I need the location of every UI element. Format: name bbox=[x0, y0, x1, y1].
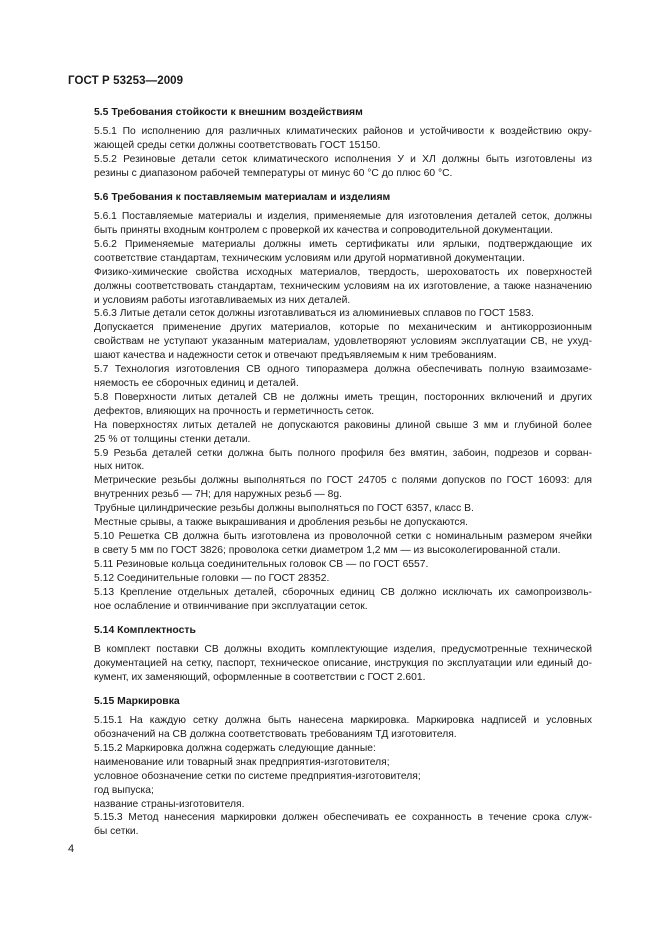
paragraph-5-6-2 bbox=[94, 238, 592, 266]
paragraph-5-15-1 bbox=[94, 714, 592, 742]
paragraph-5-5-1 bbox=[94, 125, 592, 153]
text-line: 5.5.2 Резиновые детали сеток климатического исполнения У и ХЛ должны быть изготовлены из bbox=[94, 153, 592, 165]
section-heading-5-15: 5.15 Маркировка bbox=[94, 696, 180, 708]
section-heading-5-6: 5.6 Требования к поставляемым материалам и изделиям bbox=[94, 192, 391, 204]
list-item: наименование или товарный знак предприятия-изготовителя; bbox=[94, 756, 390, 768]
paragraph-pipe-threads bbox=[94, 502, 592, 516]
text-line: 5.10 Решетка СВ должна быть изготовлена из проволочной сетки с номинальным размером ячейки bbox=[94, 530, 592, 542]
text-line: 5.7 Технология изготовления СВ одного типоразмера должна обеспечивать полную взаимозаме- bbox=[94, 364, 592, 376]
paragraph-properties bbox=[94, 266, 592, 308]
text-line: ных ниток. bbox=[94, 461, 145, 473]
text-line: жающей среды сетки должны соответствовать ГОСТ 15150. bbox=[94, 139, 381, 151]
list-item: название страны-изготовителя. bbox=[94, 798, 245, 810]
text-line: обозначений на СВ должна соответствовать требованиям ТД изготовителя. bbox=[94, 729, 457, 741]
text-line: резины с диапазоном рабочей температуры от минус 60 °С до плюс 60 °С. bbox=[94, 167, 453, 179]
text-line: 5.6.3 Литые детали сеток должны изготавливаться из алюминиевых сплавов по ГОСТ 1583. bbox=[94, 308, 534, 320]
text-line: На поверхностях литых деталей не допускаются раковины длиной свыше 3 мм и глубиной более bbox=[94, 419, 592, 431]
text-line: 5.6.1 Поставляемые материалы и изделия, применяемые для изготовления деталей сеток, должны bbox=[94, 211, 592, 223]
text-line: бы сетки. bbox=[94, 826, 139, 838]
list-item: год выпуска; bbox=[94, 784, 154, 796]
marking-list bbox=[94, 756, 592, 812]
paragraph-alt-materials bbox=[94, 321, 592, 363]
paragraph-5-7 bbox=[94, 363, 592, 391]
text-line: 5.5.1 По исполнению для различных климатических районов и устойчивости к воздействию окру- bbox=[94, 126, 592, 137]
list-item: условное обозначение сетки по системе предприятия-изготовителя; bbox=[94, 770, 421, 782]
paragraph-cavities bbox=[94, 419, 592, 447]
text-line: свойствам не уступают указанным материалам, удовлетворяют условиям эксплуатации СВ, не ухуд- bbox=[94, 336, 592, 348]
paragraph-5-13 bbox=[94, 586, 592, 614]
text-line: няемость ее сборочных единиц и деталей. bbox=[94, 378, 299, 389]
text-line: внутренних резьб — 7Н; для наружных резьб — 8g. bbox=[94, 489, 342, 501]
text-line: 5.8 Поверхности литых деталей СВ не должны иметь трещин, посторонних включений и других bbox=[94, 391, 592, 403]
text-line: дефектов, влияющих на прочность и герметичность сеток. bbox=[94, 405, 375, 417]
document-body bbox=[94, 106, 592, 839]
text-line: и условиям работы изготавливаемых из них деталей. bbox=[94, 294, 351, 306]
page-number: 4 bbox=[68, 843, 75, 855]
text-line: 5.15.1 На каждую сетку должна быть нанесена маркировка. Маркировка надписей и условных bbox=[94, 715, 592, 727]
paragraph-5-15-3 bbox=[94, 811, 592, 839]
text-line: 5.6.2 Применяемые материалы должны иметь сертификаты или ярлыки, подтверждающие их bbox=[94, 238, 592, 250]
paragraph-5-11 bbox=[94, 558, 592, 572]
paragraph-5-5-2 bbox=[94, 153, 592, 181]
text-line: 25 % от толщины стенки детали. bbox=[94, 433, 251, 445]
text-line: документацией на сетку, паспорт, техническое описание, инструкция по эксплуатации или единый до- bbox=[94, 657, 592, 669]
paragraph-5-6-3 bbox=[94, 307, 592, 321]
text-line: В комплект поставки СВ должны входить комплектующие изделия, предусмотренные технической bbox=[94, 643, 592, 655]
text-line: должны соответствовать стандартам, техническим условиям на их изготовление, а также назначению bbox=[94, 280, 592, 292]
paragraph-completeness bbox=[94, 643, 592, 685]
text-line: в свету 5 мм по ГОСТ 3826; проволока сетки диаметром 1,2 мм — из высоколегированной стали. bbox=[94, 544, 561, 556]
text-line: 5.13 Крепление отдельных деталей, сборочных единиц СВ должно исключать их самопроизволь- bbox=[94, 586, 592, 598]
paragraph-thread-defects bbox=[94, 516, 592, 530]
text-line: соответствие стандартам, техническим условиям или другой нормативной документации. bbox=[94, 252, 525, 264]
text-line: Допускается применение других материалов, которые по механическим и антикоррозионным bbox=[94, 322, 592, 334]
section-heading-5-14: 5.14 Комплектность bbox=[94, 624, 196, 636]
text-line: 5.12 Соединительные головки — по ГОСТ 28352. bbox=[94, 572, 330, 584]
paragraph-5-12 bbox=[94, 572, 592, 586]
paragraph-5-10 bbox=[94, 530, 592, 558]
text-line: ное ослабление и отвинчивание при эксплуатации сеток. bbox=[94, 600, 368, 612]
paragraph-5-15-2 bbox=[94, 742, 592, 756]
document-header: ГОСТ Р 53253—2009 bbox=[68, 75, 184, 87]
text-line: Трубные цилиндрические резьбы должны выполняться по ГОСТ 6357, класс В. bbox=[94, 503, 474, 515]
text-line: Физико-химические свойства исходных материалов, твердость, шероховатость их поверхностей bbox=[94, 266, 592, 278]
text-line: Метрические резьбы должны выполняться по ГОСТ 24705 с полями допусков по ГОСТ 16093: для bbox=[94, 475, 592, 487]
text-line: 5.11 Резиновые кольца соединительных головок СВ — по ГОСТ 6557. bbox=[94, 558, 429, 570]
text-line: быть приняты входным контролем с проверкой их качества и сопроводительной документации. bbox=[94, 225, 554, 237]
text-line: Местные срывы, а также выкрашивания и дробления резьбы не допускаются. bbox=[94, 517, 469, 529]
paragraph-metric-threads bbox=[94, 474, 592, 502]
text-line: 5.15.2 Маркировка должна содержать следующие данные: bbox=[94, 742, 376, 754]
section-heading-5-5: 5.5 Требования стойкости к внешним воздействиям bbox=[94, 107, 363, 118]
text-line: шают качества и надежности сеток и отвечают предъявляемым к ним требованиям. bbox=[94, 350, 497, 362]
paragraph-5-9 bbox=[94, 447, 592, 475]
text-line: 5.9 Резьба деталей сетки должна быть полного профиля без вмятин, забоин, подрезов и сорван- bbox=[94, 447, 592, 459]
text-line: 5.15.3 Метод нанесения маркировки должен обеспечивать ее сохранность в течение срока служ- bbox=[94, 812, 592, 824]
paragraph-5-6-1 bbox=[94, 210, 592, 238]
text-line: кумент, их заменяющий, оформленные в соответствии с ГОСТ 2.601. bbox=[94, 671, 426, 683]
paragraph-5-8 bbox=[94, 391, 592, 419]
